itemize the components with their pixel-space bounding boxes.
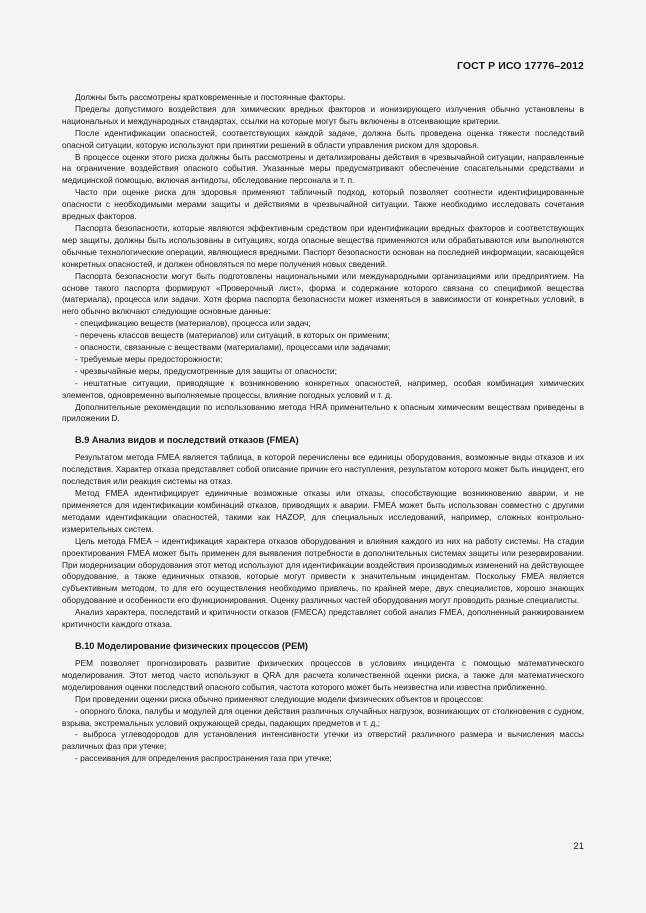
list-item: - требуемые меры предосторожности; bbox=[75, 353, 223, 364]
list-item: - выброса углеводородов для установления интенсивности утечки из отверстий различного размера и вычисления массы различных фаз при утечке; bbox=[62, 729, 584, 752]
paragraph: PEM позволяет прогнозировать развитие физических процессов в условиях инцидента с помощью математического моделирования. Этот метод часто используют в QRA для расчета количественной оценки риска, а также для математического моделирования оценки последствий опасного события, частота которого может быть неизвестна или известна приближенно. bbox=[62, 657, 584, 692]
paragraph: Должны быть рассмотрены кратковременные и постоянные факторы. bbox=[75, 92, 346, 102]
paragraph: Цель метода FMEA – идентификация характера отказов оборудования и влияния каждого из них на работу системы. На стадии проектирования FMEA может быть применен для выявления потребности в дополнительных системах защиты или резервировании. При модернизации оборудования этот метод используют для идентификации воздействия производимых изменений на действующее оборудование, а также единичных отказов, которые могут привести к значительным инцидентам. Поскольку FMEA является субъективным методом, то для его осуществления необходимо привлечь, по крайней мере, двух специалистов, хорошо знающих оборудование и особенности его функционирования. Оценку различных частей оборудования могут проводить разные специалисты. bbox=[62, 535, 584, 606]
paragraph: Результатом метода FMEA является таблица, в которой перечислены все единицы оборудования, возможные виды отказов и их последствия. Характер отказа представляет собой описание причин его наступления, результатом которого может быть инцидент, его последствия или реакция системы на отказ. bbox=[62, 452, 584, 487]
paragraph: Пределы допустимого воздействия для химических вредных факторов и ионизирующего излучения обычно установлены в национальных и международных стандартах, ссылки на которые могут быть включены в отсеивающие критерии. bbox=[62, 103, 584, 126]
list-item: - опорного блока, палубы и модулей для оценки действия различных случайных нагрузок, возникающих от столкновения с судном, взрыва, экстремальных условий окружающей среды, падающих предметов и т. д.; bbox=[62, 705, 584, 728]
paragraph: При проведении оценки риска обычно применяют следующие модели физических объектов и процессов: bbox=[75, 693, 484, 704]
paragraph: Паспорта безопасности, которые являются эффективным средством при идентификации вредных факторов и соответствующих мер защиты, должны быть использованы в ситуациях, когда опасные вещества применяются или обрабатываются или выполняются обычные технологические операции, являющиеся вредными. Паспорт безопасности основан на последней информации, касающейся конкретных опасностей, и должен обновляться по мере получения новых сведений. bbox=[62, 222, 584, 269]
paragraph: В процессе оценки этого риска должны быть рассмотрены и детализированы действия в чрезвычайной ситуации, направленные на ограничение воздействия опасного события. Указанные меры предусматривают обеспечение спасательными средствами и медицинской помощью, включая антидоты, обследование персонала и т. п. bbox=[62, 151, 584, 186]
section-heading-b10: B.10 Моделирование физических процессов (PEM) bbox=[75, 640, 308, 651]
section-heading-b9: B.9 Анализ видов и последствий отказов (FMEA) bbox=[75, 435, 299, 446]
paragraph: Паспорта безопасности могут быть подготовлены национальными или международными организациями или предприятием. На основе такого паспорта формируют «Проверочный лист», форма и содержание которого связана со спецификой вещества (материала), процесса или задачи. Хотя форма паспорта безопасности может изменяться в зависимости от конкретных условий, в него обычно включают следующие основные данные: bbox=[62, 270, 584, 317]
document-body bbox=[62, 92, 584, 765]
page-number: 21 bbox=[573, 841, 584, 852]
list-item: - нештатные ситуации, приводящие к возникновению конкретных опасностей, например, особая комбинация химических элементов, одновременно выполняемые процессы, влияние погодных условий и т. д. bbox=[62, 377, 584, 400]
paragraph: Метод FMEA идентифицирует единичные возможные отказы или отказы, способствующие возникновению аварии, и не применяется для идентификации комбинаций отказов, приводящих к аварии. FMEA может быть использован совместно с другими методами идентификации опасностей, такими как HAZOP, для специальных исследований, например, сложных контрольно-измерительных систем. bbox=[62, 488, 584, 534]
list-item: - чрезвычайные меры, предусмотренные для защиты от опасности; bbox=[75, 365, 337, 376]
list-item: - рассеивания для определения распространения газа при утечке; bbox=[75, 753, 332, 764]
list-item: - спецификацию веществ (материалов), процесса или задач; bbox=[75, 318, 311, 329]
paragraph: Анализ характера, последствий и критичности отказов (FMECA) представляет собой анализ FMEA, дополненный ранжированием критичности каждого отказа. bbox=[62, 607, 584, 630]
paragraph: Дополнительные рекомендации по использованию метода HRA применительно к опасным химическим веществам приведены в приложении D. bbox=[62, 401, 584, 424]
paragraph: Часто при оценке риска для здоровья применяют табличный подход, который позволяет соотнести идентифицированные опасности с необходимыми мерами защиты и действиями в чрезвычайной ситуации. Также необходимо исследовать сочетания вредных факторов. bbox=[62, 187, 584, 222]
paragraph: После идентификации опасностей, соответствующих каждой задаче, должна быть проведена оценка тяжести последствий опасной ситуации, которую используют при принятии решений в области управления риском для здоровья. bbox=[62, 127, 584, 150]
document-id: ГОСТ Р ИСО 17776–2012 bbox=[456, 60, 584, 72]
list-item: - опасности, связанные с веществами (материалами), процессами или задачами; bbox=[75, 342, 391, 353]
list-item: - перечень классов веществ (материалов) или ситуаций, в которых он применим; bbox=[75, 330, 390, 341]
